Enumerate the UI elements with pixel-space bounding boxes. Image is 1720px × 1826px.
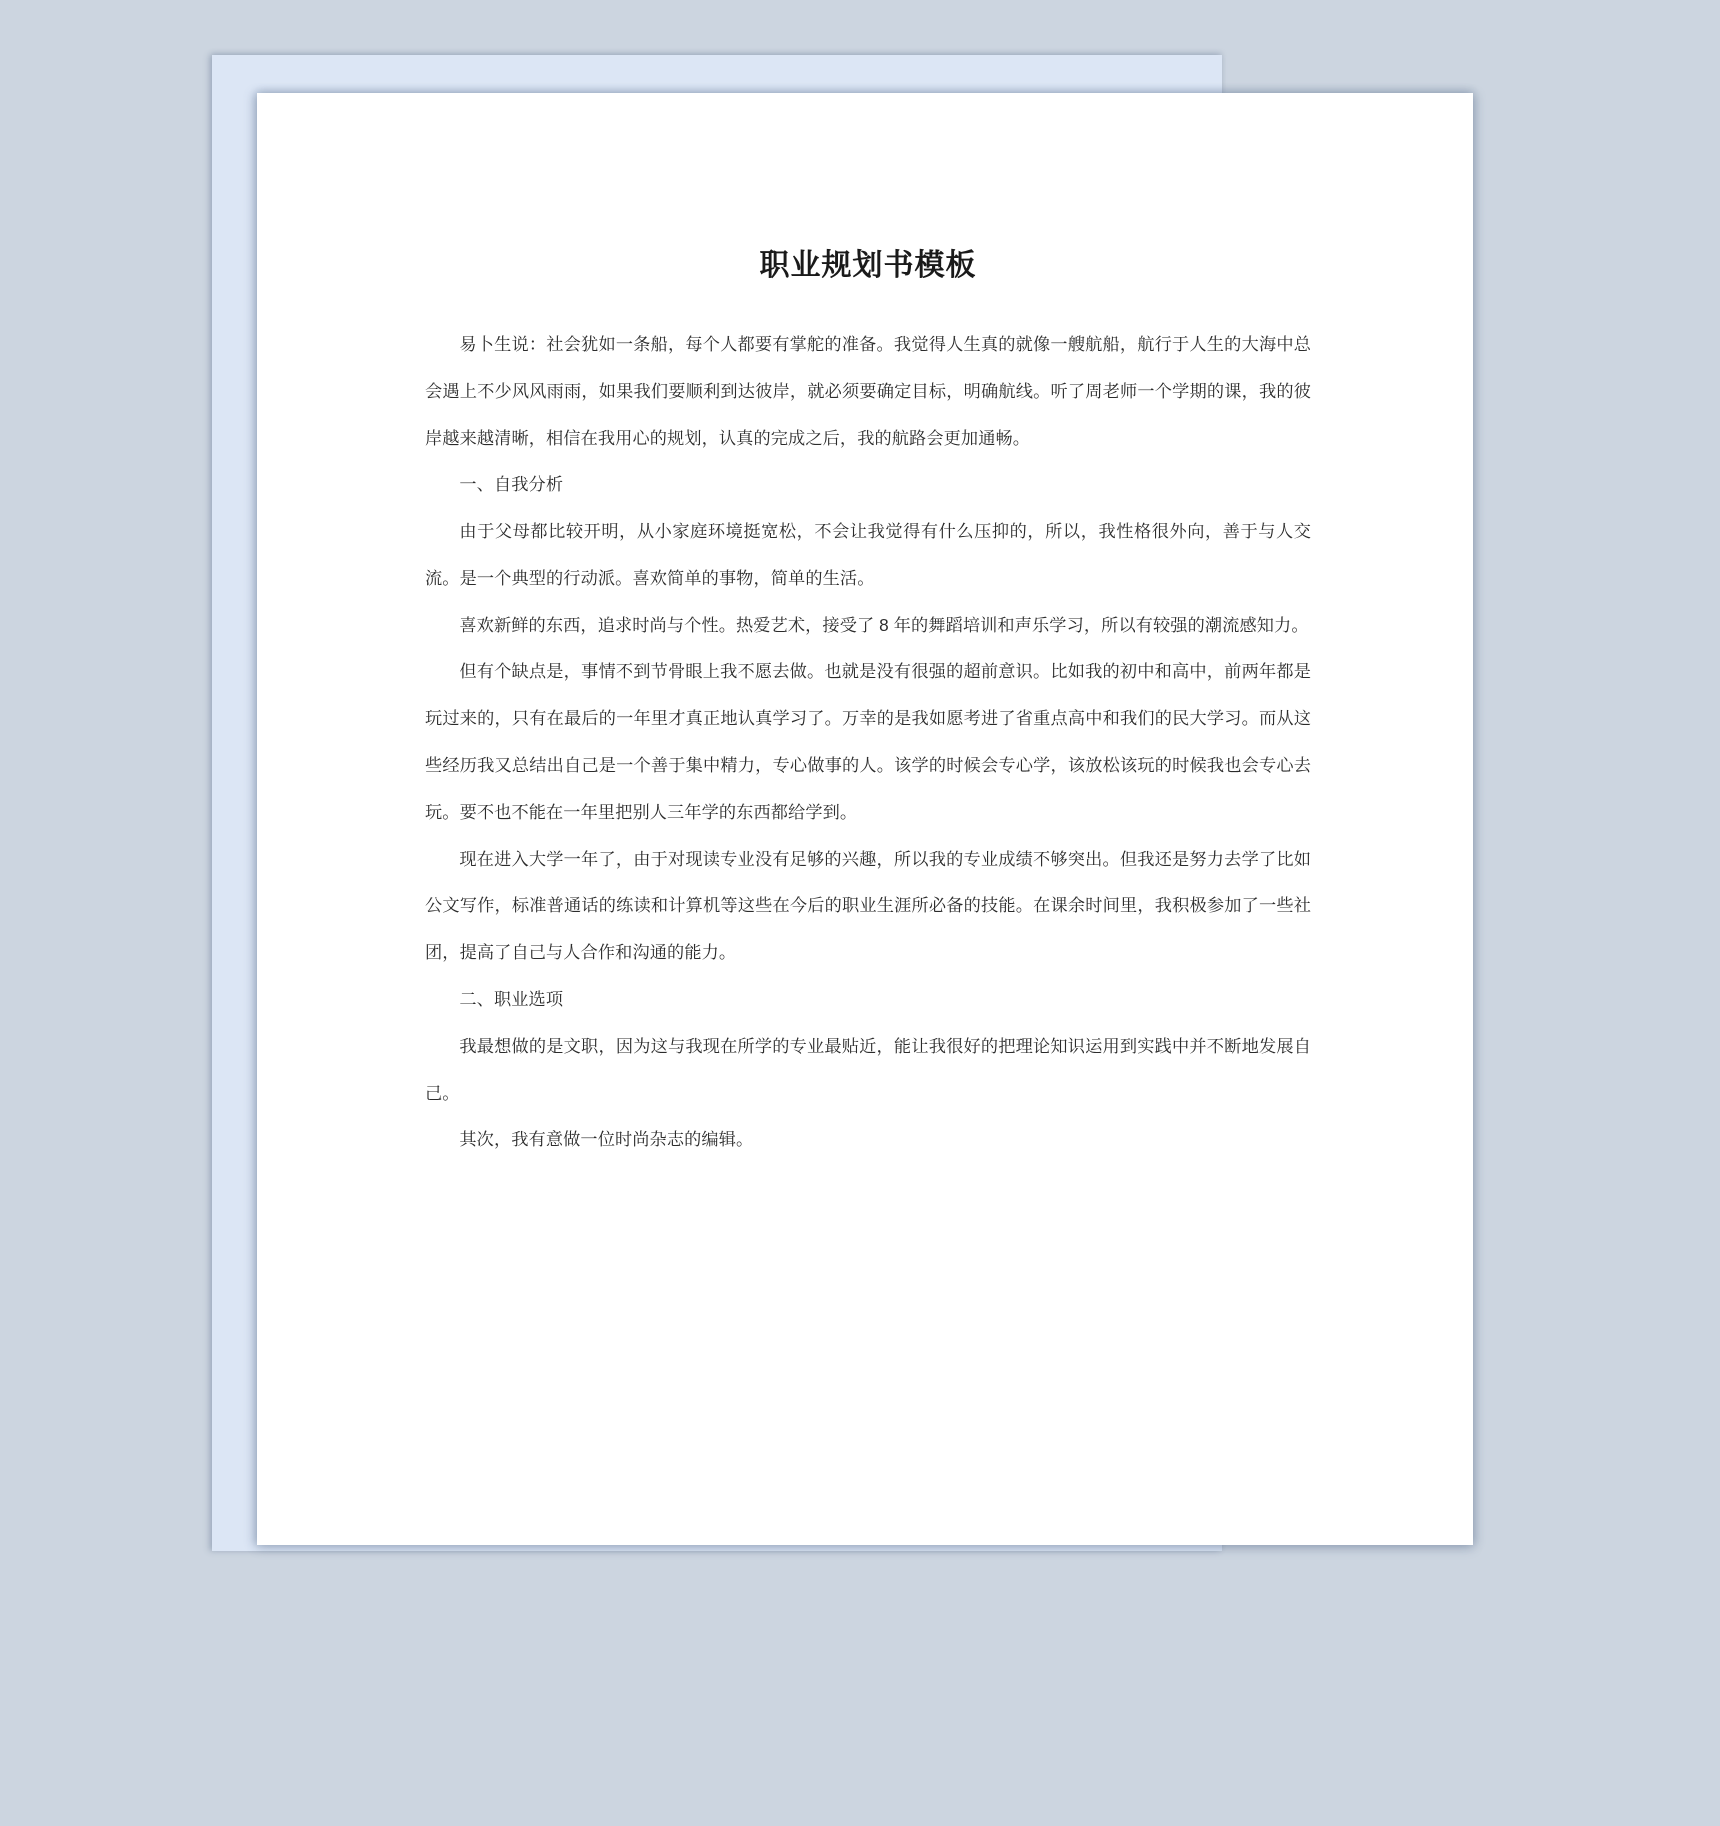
document-body — [425, 245, 1311, 1163]
paragraph-intro: 易卜生说：社会犹如一条船，每个人都要有掌舵的准备。我觉得人生真的就像一艘航船，航行于人生的大海中总会遇上不少风风雨雨，如果我们要顺利到达彼岸，就必须要确定目标，明确航线。听了周老师一个学期的课，我的彼岸越来越清晰，相信在我用心的规划，认真的完成之后，我的航路会更加通畅。 — [425, 334, 1311, 448]
paragraph-weakness: 但有个缺点是，事情不到节骨眼上我不愿去做。也就是没有很强的超前意识。比如我的初中和高中，前两年都是玩过来的，只有在最后的一年里才真正地认真学习了。万幸的是我如愿考进了省重点高中和我们的民大学习。而从这些经历我又总结出自己是一个善于集中精力，专心做事的人。该学的时候会专心学，该放松该玩的时候我也会专心去玩。要不也不能在一年里把别人三年学的东西都给学到。 — [425, 661, 1311, 822]
paragraph-secondary-career: 其次，我有意做一位时尚杂志的编辑。 — [459, 1129, 754, 1150]
document-page — [257, 93, 1473, 1545]
section-heading-self-analysis: 一、自我分析 — [459, 474, 564, 495]
page-title: 职业规划书模板 — [759, 249, 977, 282]
paragraph-interests-arts: 喜欢新鲜的东西，追求时尚与个性。热爱艺术，接受了 8 年的舞蹈培训和声乐学习，所以有较强的潮流感知力。 — [459, 614, 1309, 635]
paragraph-family-personality: 由于父母都比较开明，从小家庭环境挺宽松，不会让我觉得有什么压抑的，所以，我性格很外向，善于与人交流。是一个典型的行动派。喜欢简单的事物，简单的生活。 — [425, 521, 1311, 588]
section-heading-career-options: 二、职业选项 — [459, 988, 564, 1009]
paragraph-university-skills: 现在进入大学一年了，由于对现读专业没有足够的兴趣，所以我的专业成绩不够突出。但我还是努力去学了比如公文写作，标准普通话的练读和计算机等这些在今后的职业生涯所必备的技能。在课余时间里，我积极参加了一些社团，提高了自己与人合作和沟通的能力。 — [425, 848, 1311, 963]
paragraph-preferred-career: 我最想做的是文职，因为这与我现在所学的专业最贴近，能让我很好的把理论知识运用到实践中并不断地发展自己。 — [425, 1035, 1311, 1103]
